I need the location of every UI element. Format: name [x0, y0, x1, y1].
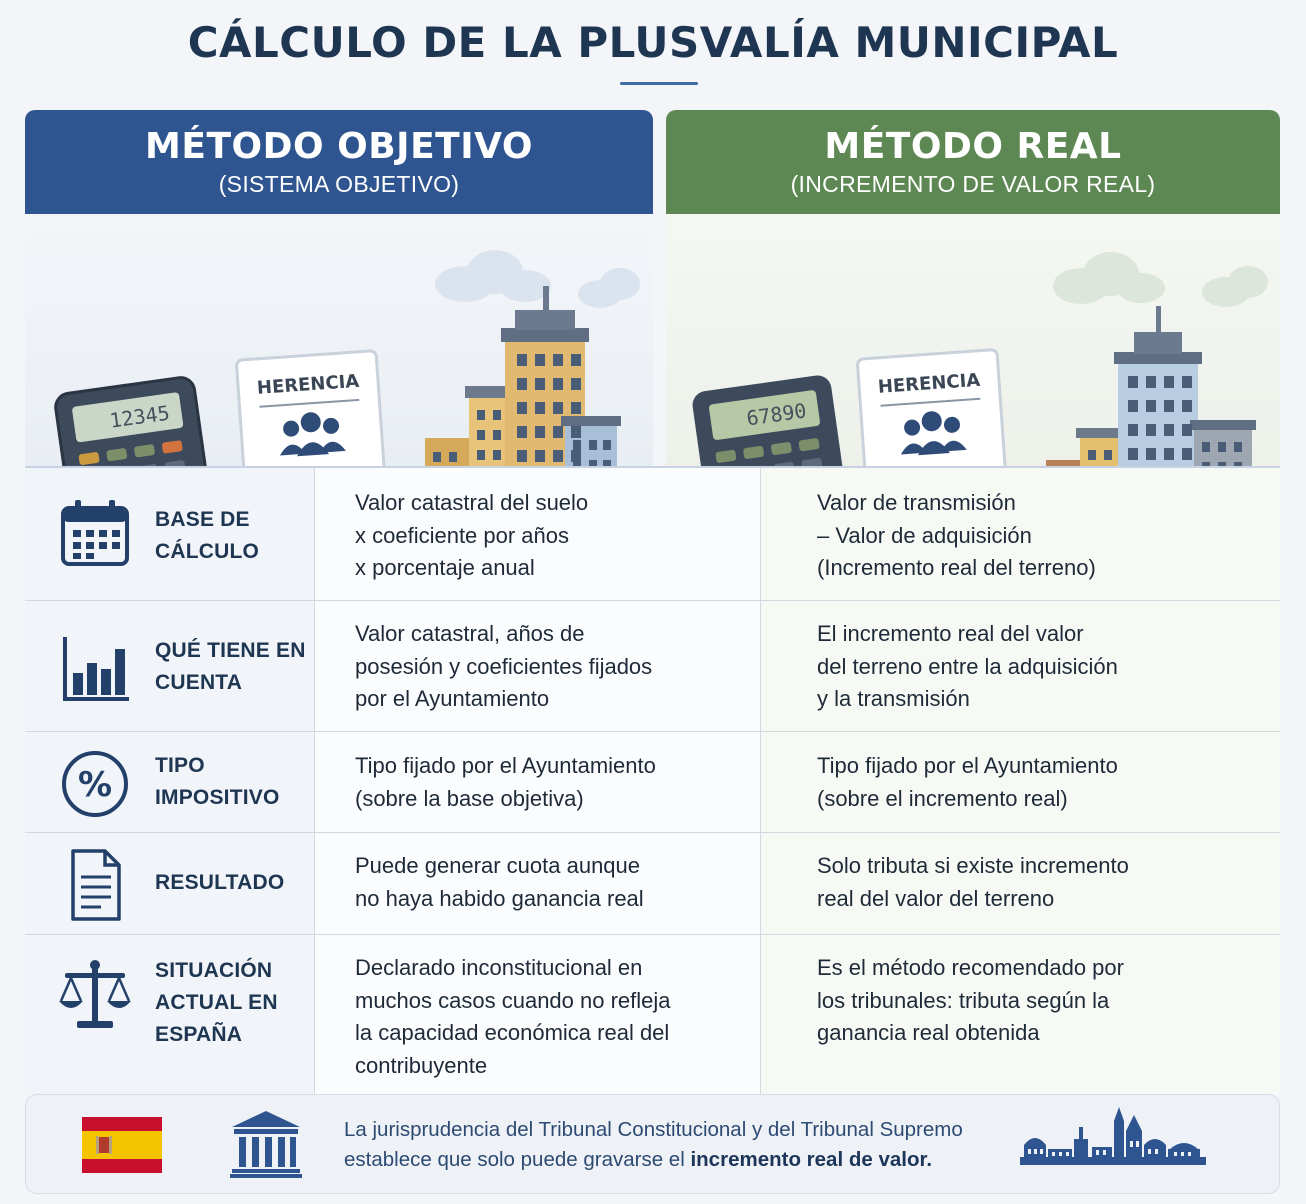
real-cell-text: Tipo fijado por el Ayuntamiento (sobre el incremento real) — [817, 753, 1118, 811]
table-row — [25, 601, 1280, 732]
objetivo-cell-text: Declarado inconstitucional en muchos casos cuando no refleja la capacidad económica real del contribuyente — [355, 955, 671, 1078]
svg-text:%: % — [77, 765, 113, 805]
row-label-cell — [25, 935, 315, 1094]
scales-icon — [57, 957, 133, 1033]
objetivo-panel — [25, 110, 653, 466]
row-label: RESULTADO — [155, 871, 285, 894]
table-row — [25, 468, 1280, 601]
document-label: HERENCIA — [877, 369, 981, 398]
bar-chart-icon — [57, 631, 133, 707]
objetivo-cell-text: Valor catastral, años de posesión y coeficientes fijados por el Ayuntamiento — [355, 621, 653, 711]
objetivo-subtitle: (SISTEMA OBJETIVO) — [218, 171, 460, 197]
objetivo-cell — [315, 601, 761, 731]
cloud-icon — [435, 250, 640, 308]
inheritance-document-icon — [236, 351, 389, 466]
real-cell — [761, 468, 1280, 600]
buildings-icon — [399, 286, 639, 466]
buildings-icon — [1027, 306, 1268, 466]
objetivo-title: MÉTODO OBJETIVO — [145, 126, 533, 167]
row-label-cell — [25, 468, 315, 600]
calculator-display: 12345 — [108, 400, 172, 433]
footer-text-line2 — [344, 1145, 1024, 1175]
document-icon — [57, 847, 133, 923]
objetivo-header — [25, 110, 653, 214]
real-subtitle: (INCREMENTO DE VALOR REAL) — [790, 171, 1156, 197]
real-cell — [761, 935, 1280, 1094]
objetivo-cell — [315, 935, 761, 1094]
title-underline — [620, 82, 698, 85]
real-illustration — [666, 214, 1280, 466]
table-row — [25, 833, 1280, 935]
real-panel — [666, 110, 1280, 466]
row-label: QUÉ TIENE EN CUENTA — [155, 639, 306, 694]
real-cell-text: Valor de transmisión – Valor de adquisición (Incremento real del terreno) — [817, 490, 1096, 580]
courthouse-icon — [230, 1109, 302, 1179]
real-title: MÉTODO REAL — [824, 126, 1122, 167]
row-label: BASE DE CÁLCULO — [155, 508, 260, 563]
real-cell — [761, 833, 1280, 934]
footer-text-line2-prefix: establece que solo puede gravarse el — [344, 1148, 691, 1171]
objetivo-cell — [315, 468, 761, 600]
calculator-display: 67890 — [744, 398, 808, 431]
row-label-cell — [25, 601, 315, 731]
document-label: HERENCIA — [256, 370, 360, 399]
objetivo-illustration — [25, 214, 653, 466]
real-cell — [761, 732, 1280, 832]
objetivo-cell — [315, 833, 761, 934]
cloud-icon — [1053, 252, 1268, 307]
objetivo-cell-text: Puede generar cuota aunque no haya habido ganancia real — [355, 853, 644, 911]
real-cell — [761, 601, 1280, 731]
real-header — [666, 110, 1280, 214]
real-cell-text: Es el método recomendado por los tribunales: tributa según la ganancia real obtenida — [817, 955, 1124, 1045]
real-cell-text: Solo tributa si existe incremento real del valor del terreno — [817, 853, 1129, 911]
page-title: CÁLCULO DE LA PLUSVALÍA MUNICIPAL — [187, 18, 1119, 67]
calculator-icon — [691, 374, 853, 466]
row-label-cell — [25, 732, 315, 832]
row-label: SITUACIÓN ACTUAL EN ESPAÑA — [155, 959, 278, 1046]
footer-text-emphasis: incremento real de valor. — [690, 1148, 933, 1171]
row-label: TIPO IMPOSITIVO — [155, 754, 280, 809]
inheritance-document-icon — [857, 350, 1010, 466]
calendar-icon — [57, 496, 133, 572]
city-skyline-icon — [1018, 1105, 1208, 1179]
spain-flag-icon — [82, 1117, 162, 1173]
objetivo-cell — [315, 732, 761, 832]
objetivo-cell-text: Valor catastral del suelo x coeficiente por años x porcentaje anual — [355, 490, 589, 580]
table-row — [25, 935, 1280, 1094]
table-row — [25, 732, 1280, 833]
real-cell-text: El incremento real del valor del terreno entre la adquisición y la transmisión — [817, 621, 1118, 711]
percent-icon — [57, 746, 133, 822]
footer-text-line1: La jurisprudencia del Tribunal Constitucional y del Tribunal Supremo — [344, 1118, 963, 1141]
footer-text — [344, 1115, 1024, 1175]
calculator-icon — [54, 376, 216, 466]
comparison-table — [25, 466, 1280, 1092]
objetivo-cell-text: Tipo fijado por el Ayuntamiento (sobre la base objetiva) — [355, 753, 656, 811]
footer-note — [25, 1094, 1280, 1194]
row-label-cell — [25, 833, 315, 934]
